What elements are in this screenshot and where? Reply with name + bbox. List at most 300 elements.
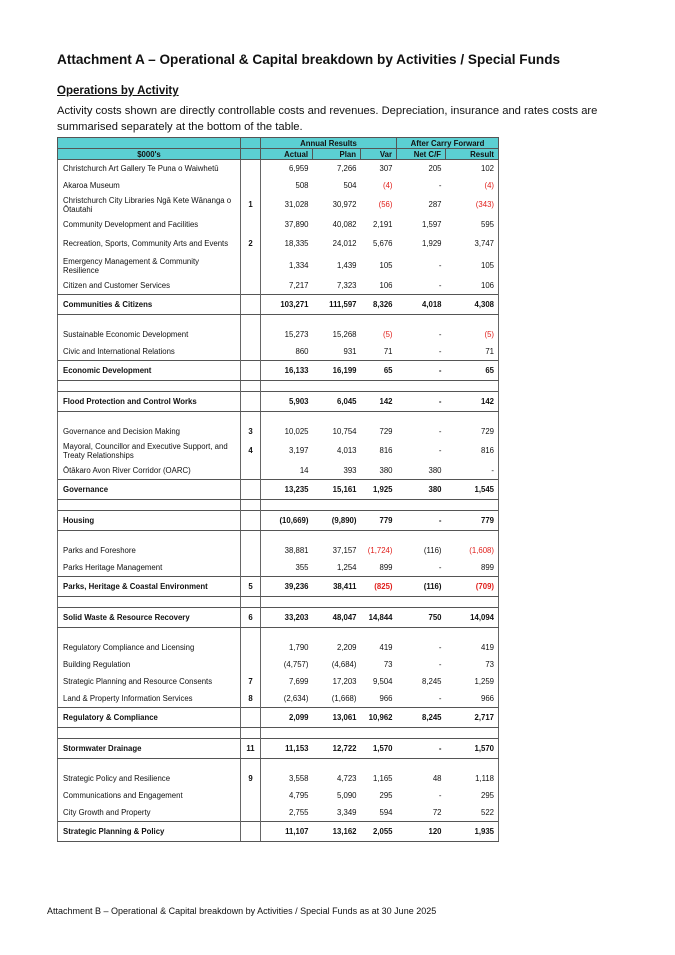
actual-cell: 2,755: [288, 807, 309, 817]
result-cell: 65: [446, 361, 499, 381]
table-row: [58, 673, 499, 690]
result-cell: 419: [446, 639, 499, 656]
spacer-cell: [241, 315, 261, 327]
result-cell: 816: [446, 440, 499, 462]
actual-cell: 103,271: [261, 295, 313, 315]
var-cell: 5,676: [372, 239, 393, 249]
table-row: [58, 423, 499, 440]
net-cf-cell: 380: [397, 480, 446, 500]
spacer-cell: [58, 315, 241, 327]
var-cell: 380: [379, 465, 393, 475]
plan-cell: 40,082: [332, 219, 357, 229]
plan-cell: 12,722: [313, 739, 361, 759]
result-cell: 1,570: [446, 739, 499, 759]
activity-cell: Economic Development: [58, 361, 241, 381]
result-cell: 71: [446, 343, 499, 361]
var-cell: 105: [379, 261, 393, 271]
plan-cell: 4,723: [336, 773, 357, 783]
note-cell: [241, 542, 261, 559]
actual-cell: 38,881: [284, 545, 309, 555]
spacer-cell: [446, 500, 499, 511]
plan-cell: 1,254: [336, 562, 357, 572]
activity-cell: Parks, Heritage & Coastal Environment: [58, 577, 241, 597]
spacer-cell: [313, 628, 361, 640]
net-cf-cell: (116): [397, 577, 446, 597]
spacer-cell: [241, 531, 261, 543]
table-row: [58, 255, 499, 277]
activity-cell: Regulatory & Compliance: [58, 708, 241, 728]
spacer-cell: [58, 728, 241, 739]
result-cell: (1,608): [446, 542, 499, 559]
spacer-cell: [446, 412, 499, 424]
annual-results-header: Annual Results: [261, 138, 397, 149]
activity-cell: Parks and Foreshore: [58, 542, 241, 559]
plan-cell: 16,199: [313, 361, 361, 381]
col-header-plan: Plan: [313, 149, 361, 160]
result-cell: 1,545: [446, 480, 499, 500]
activity-cell: Christchurch City Libraries Ngā Kete Wānanga o Ōtautahi: [58, 194, 241, 216]
note-cell: [241, 216, 261, 233]
note-cell: 1: [241, 194, 261, 216]
note-cell: [241, 708, 261, 728]
spacer-cell: [261, 531, 313, 543]
actual-cell: 11,153: [261, 739, 313, 759]
table-row: [58, 343, 499, 361]
plan-cell: 2,209: [336, 642, 357, 652]
table-row: [58, 787, 499, 804]
actual-cell: 37,890: [284, 219, 309, 229]
actual-cell: 13,235: [261, 480, 313, 500]
spacer-cell: [446, 628, 499, 640]
actual-cell: 355: [295, 562, 309, 572]
subtotal-row: [58, 739, 499, 759]
note-cell: [241, 787, 261, 804]
net-cf-cell: -: [438, 346, 442, 356]
spacer-cell: [261, 412, 313, 424]
activity-cell: Mayoral, Councillor and Executive Support, and Treaty Relationships: [58, 440, 241, 462]
spacer-row: [58, 759, 499, 771]
actual-cell: 39,236: [261, 577, 313, 597]
spacer-cell: [241, 381, 261, 392]
plan-cell: 393: [343, 465, 357, 475]
var-cell: 966: [379, 693, 393, 703]
net-cf-cell: 1,929: [421, 239, 442, 249]
note-cell: 9: [241, 770, 261, 787]
actual-cell: (2,634): [283, 693, 309, 703]
spacer-cell: [397, 531, 446, 543]
spacer-cell: [313, 381, 361, 392]
spacer-row: [58, 500, 499, 511]
net-cf-cell: -: [438, 659, 442, 669]
spacer-cell: [313, 597, 361, 608]
activity-cell: Community Development and Facilities: [58, 216, 241, 233]
activity-cell: Governance and Decision Making: [58, 423, 241, 440]
spacer-cell: [446, 759, 499, 771]
table-row: [58, 194, 499, 216]
spacer-cell: [241, 412, 261, 424]
net-cf-cell: 287: [428, 200, 442, 210]
net-cf-cell: 8,245: [421, 676, 442, 686]
header-blank: [241, 138, 261, 149]
actual-cell: 31,028: [284, 200, 309, 210]
net-cf-cell: -: [397, 739, 446, 759]
note-cell: [241, 255, 261, 277]
plan-cell: 37,157: [332, 545, 357, 555]
spacer-cell: [261, 759, 313, 771]
table-row: [58, 639, 499, 656]
var-cell: 9,504: [372, 676, 393, 686]
result-cell: 14,094: [446, 608, 499, 628]
table-row: [58, 542, 499, 559]
actual-cell: 16,133: [261, 361, 313, 381]
var-cell: (56): [378, 200, 393, 210]
plan-cell: 504: [343, 180, 357, 190]
activity-cell: Parks Heritage Management: [58, 559, 241, 577]
table-row: [58, 216, 499, 233]
net-cf-cell: 4,018: [397, 295, 446, 315]
var-cell: 65: [361, 361, 397, 381]
var-cell: 8,326: [361, 295, 397, 315]
plan-cell: 7,266: [336, 163, 357, 173]
result-cell: 1,118: [446, 770, 499, 787]
spacer-cell: [313, 759, 361, 771]
note-cell: [241, 361, 261, 381]
table-row: [58, 559, 499, 577]
result-cell: 4,308: [446, 295, 499, 315]
column-header-row: [58, 149, 499, 160]
spacer-cell: [313, 728, 361, 739]
spacer-cell: [313, 412, 361, 424]
spacer-cell: [397, 412, 446, 424]
plan-cell: 17,203: [332, 676, 357, 686]
activity-cell: Emergency Management & Community Resilience: [58, 255, 241, 277]
var-cell: 14,844: [361, 608, 397, 628]
spacer-cell: [446, 315, 499, 327]
table-row: [58, 462, 499, 480]
net-cf-cell: 48: [432, 773, 442, 783]
actual-cell: 33,203: [261, 608, 313, 628]
note-cell: [241, 480, 261, 500]
actual-cell: 18,335: [284, 239, 309, 249]
note-cell: [241, 656, 261, 673]
actual-cell: 7,699: [288, 676, 309, 686]
spacer-row: [58, 728, 499, 739]
intro-paragraph: Activity costs shown are directly controllable costs and revenues. Depreciation, insurance and rates costs are summarised separately at the bottom of the table.: [57, 105, 598, 133]
var-cell: (1,724): [367, 545, 393, 555]
actual-cell: 6,959: [288, 163, 309, 173]
plan-cell: (9,890): [313, 511, 361, 531]
net-cf-cell: 750: [397, 608, 446, 628]
subtotal-row: [58, 577, 499, 597]
var-cell: 10,962: [361, 708, 397, 728]
plan-cell: 931: [343, 346, 357, 356]
col-header-var: Var: [361, 149, 397, 160]
col-header-note: [241, 149, 261, 160]
result-cell: 729: [446, 423, 499, 440]
plan-cell: 10,754: [332, 426, 357, 436]
spacer-cell: [397, 628, 446, 640]
actual-cell: 5,903: [261, 392, 313, 412]
spacer-cell: [361, 597, 397, 608]
var-cell: 142: [361, 392, 397, 412]
plan-cell: (1,668): [331, 693, 357, 703]
var-cell: 71: [383, 346, 393, 356]
note-cell: [241, 822, 261, 842]
net-cf-cell: 8,245: [397, 708, 446, 728]
plan-cell: 13,061: [313, 708, 361, 728]
result-cell: (343): [446, 194, 499, 216]
net-cf-cell: 1,597: [421, 219, 442, 229]
actual-cell: (10,669): [261, 511, 313, 531]
spacer-cell: [361, 628, 397, 640]
spacer-cell: [397, 500, 446, 511]
spacer-cell: [446, 381, 499, 392]
spacer-cell: [261, 728, 313, 739]
spacer-cell: [397, 315, 446, 327]
table-row: [58, 177, 499, 194]
page-title: Attachment A – Operational & Capital breakdown by Activities / Special Funds: [57, 52, 561, 67]
spacer-cell: [241, 759, 261, 771]
var-cell: 295: [379, 790, 393, 800]
actual-cell: 11,107: [261, 822, 313, 842]
actual-cell: 860: [295, 346, 309, 356]
spacer-cell: [58, 412, 241, 424]
net-cf-cell: -: [438, 280, 442, 290]
net-cf-cell: -: [438, 562, 442, 572]
activity-cell: Christchurch Art Gallery Te Puna o Waiwhetū: [58, 160, 241, 178]
spacer-cell: [241, 728, 261, 739]
activity-cell: Solid Waste & Resource Recovery: [58, 608, 241, 628]
col-header-activity: $000's: [58, 149, 241, 160]
spacer-row: [58, 597, 499, 608]
plan-cell: 24,012: [332, 239, 357, 249]
plan-cell: 13,162: [313, 822, 361, 842]
spacer-cell: [58, 628, 241, 640]
var-cell: 1,165: [372, 773, 393, 783]
activity-cell: Sustainable Economic Development: [58, 326, 241, 343]
spacer-cell: [261, 381, 313, 392]
var-cell: 816: [379, 446, 393, 456]
note-cell: 3: [241, 423, 261, 440]
net-cf-cell: -: [438, 426, 442, 436]
net-cf-cell: -: [397, 361, 446, 381]
note-cell: 7: [241, 673, 261, 690]
spacer-row: [58, 531, 499, 543]
spacer-cell: [241, 597, 261, 608]
spacer-cell: [361, 381, 397, 392]
net-cf-cell: -: [438, 446, 442, 456]
spacer-cell: [58, 759, 241, 771]
spacer-cell: [361, 728, 397, 739]
group-header-row: [58, 138, 499, 149]
actual-cell: 4,795: [288, 790, 309, 800]
subtotal-row: [58, 822, 499, 842]
result-cell: 522: [446, 804, 499, 822]
spacer-cell: [361, 759, 397, 771]
actual-cell: 1,790: [288, 642, 309, 652]
note-cell: [241, 160, 261, 178]
result-cell: (4): [446, 177, 499, 194]
result-cell: 142: [446, 392, 499, 412]
result-cell: 102: [446, 160, 499, 178]
spacer-cell: [361, 315, 397, 327]
var-cell: 594: [379, 807, 393, 817]
activity-cell: Ōtākaro Avon River Corridor (OARC): [58, 462, 241, 480]
note-cell: [241, 392, 261, 412]
note-cell: 2: [241, 233, 261, 255]
spacer-cell: [313, 500, 361, 511]
spacer-cell: [58, 597, 241, 608]
spacer-cell: [313, 531, 361, 543]
plan-cell: 30,972: [332, 200, 357, 210]
net-cf-cell: 380: [428, 465, 442, 475]
plan-cell: 38,411: [313, 577, 361, 597]
plan-cell: (4,684): [331, 659, 357, 669]
net-cf-cell: -: [397, 392, 446, 412]
activity-cell: Land & Property Information Services: [58, 690, 241, 708]
table-row: [58, 326, 499, 343]
activity-cell: Governance: [58, 480, 241, 500]
spacer-cell: [58, 500, 241, 511]
result-cell: 595: [446, 216, 499, 233]
actual-cell: 15,273: [284, 329, 309, 339]
var-cell: 2,191: [372, 219, 393, 229]
section-heading: Operations by Activity: [57, 85, 179, 97]
activity-cell: Akaroa Museum: [58, 177, 241, 194]
result-cell: 1,259: [446, 673, 499, 690]
subtotal-row: [58, 295, 499, 315]
table-row: [58, 233, 499, 255]
subtotal-row: [58, 708, 499, 728]
spacer-cell: [397, 759, 446, 771]
activity-cell: Strategic Planning and Resource Consents: [58, 673, 241, 690]
activity-cell: City Growth and Property: [58, 804, 241, 822]
actual-cell: 10,025: [284, 426, 309, 436]
net-cf-cell: -: [438, 693, 442, 703]
plan-cell: 6,045: [313, 392, 361, 412]
plan-cell: 15,161: [313, 480, 361, 500]
header-blank: [58, 138, 241, 149]
spacer-row: [58, 315, 499, 327]
net-cf-cell: (116): [423, 545, 442, 555]
net-cf-cell: 72: [432, 807, 442, 817]
actual-cell: 1,334: [288, 261, 309, 271]
note-cell: [241, 559, 261, 577]
spacer-cell: [361, 412, 397, 424]
net-cf-cell: -: [397, 511, 446, 531]
spacer-cell: [58, 381, 241, 392]
table-row: [58, 690, 499, 708]
col-header-actual: Actual: [261, 149, 313, 160]
note-cell: [241, 277, 261, 295]
activity-cell: Stormwater Drainage: [58, 739, 241, 759]
var-cell: 106: [379, 280, 393, 290]
note-cell: [241, 511, 261, 531]
plan-cell: 15,268: [332, 329, 357, 339]
spacer-cell: [261, 628, 313, 640]
var-cell: (5): [382, 329, 393, 339]
page-footer: Attachment B – Operational & Capital breakdown by Activities / Special Funds as at 30 June 2025: [47, 906, 437, 916]
spacer-cell: [397, 381, 446, 392]
var-cell: 729: [379, 426, 393, 436]
actual-cell: 3,197: [288, 446, 309, 456]
activity-cell: Housing: [58, 511, 241, 531]
net-cf-cell: -: [438, 329, 442, 339]
var-cell: (825): [361, 577, 397, 597]
note-cell: [241, 804, 261, 822]
net-cf-cell: 120: [397, 822, 446, 842]
spacer-cell: [313, 315, 361, 327]
after-carry-forward-header: After Carry Forward: [397, 138, 499, 149]
note-cell: 11: [241, 739, 261, 759]
note-cell: [241, 639, 261, 656]
activity-cell: Building Regulation: [58, 656, 241, 673]
result-cell: 295: [446, 787, 499, 804]
spacer-cell: [361, 500, 397, 511]
subtotal-row: [58, 392, 499, 412]
col-header-net-cf: Net C/F: [397, 149, 446, 160]
spacer-cell: [446, 531, 499, 543]
net-cf-cell: -: [438, 790, 442, 800]
activity-results-table: [57, 137, 499, 842]
activity-cell: Recreation, Sports, Community Arts and Events: [58, 233, 241, 255]
table-row: [58, 440, 499, 462]
net-cf-cell: 205: [428, 163, 442, 173]
note-cell: 6: [241, 608, 261, 628]
result-cell: (5): [446, 326, 499, 343]
var-cell: 2,055: [361, 822, 397, 842]
subtotal-row: [58, 361, 499, 381]
note-cell: [241, 462, 261, 480]
activity-cell: Communications and Engagement: [58, 787, 241, 804]
result-cell: 2,717: [446, 708, 499, 728]
result-cell: 106: [446, 277, 499, 295]
note-cell: [241, 343, 261, 361]
result-cell: (709): [446, 577, 499, 597]
actual-cell: (4,757): [283, 659, 309, 669]
actual-cell: 14: [299, 465, 309, 475]
table-row: [58, 277, 499, 295]
spacer-row: [58, 628, 499, 640]
spacer-cell: [446, 728, 499, 739]
result-cell: 105: [446, 255, 499, 277]
table-row: [58, 160, 499, 178]
spacer-cell: [446, 597, 499, 608]
activity-cell: Civic and International Relations: [58, 343, 241, 361]
spacer-cell: [58, 531, 241, 543]
subtotal-row: [58, 608, 499, 628]
subtotal-row: [58, 511, 499, 531]
result-cell: 779: [446, 511, 499, 531]
note-cell: 8: [241, 690, 261, 708]
actual-cell: 2,099: [261, 708, 313, 728]
note-cell: 5: [241, 577, 261, 597]
activity-cell: Strategic Planning & Policy: [58, 822, 241, 842]
var-cell: 307: [379, 163, 393, 173]
var-cell: (4): [382, 180, 393, 190]
spacer-row: [58, 412, 499, 424]
plan-cell: 48,047: [313, 608, 361, 628]
activity-cell: Regulatory Compliance and Licensing: [58, 639, 241, 656]
result-cell: 899: [446, 559, 499, 577]
spacer-cell: [397, 728, 446, 739]
result-cell: -: [446, 462, 499, 480]
note-cell: [241, 326, 261, 343]
plan-cell: 3,349: [336, 807, 357, 817]
result-cell: 73: [446, 656, 499, 673]
spacer-cell: [241, 628, 261, 640]
spacer-cell: [261, 500, 313, 511]
